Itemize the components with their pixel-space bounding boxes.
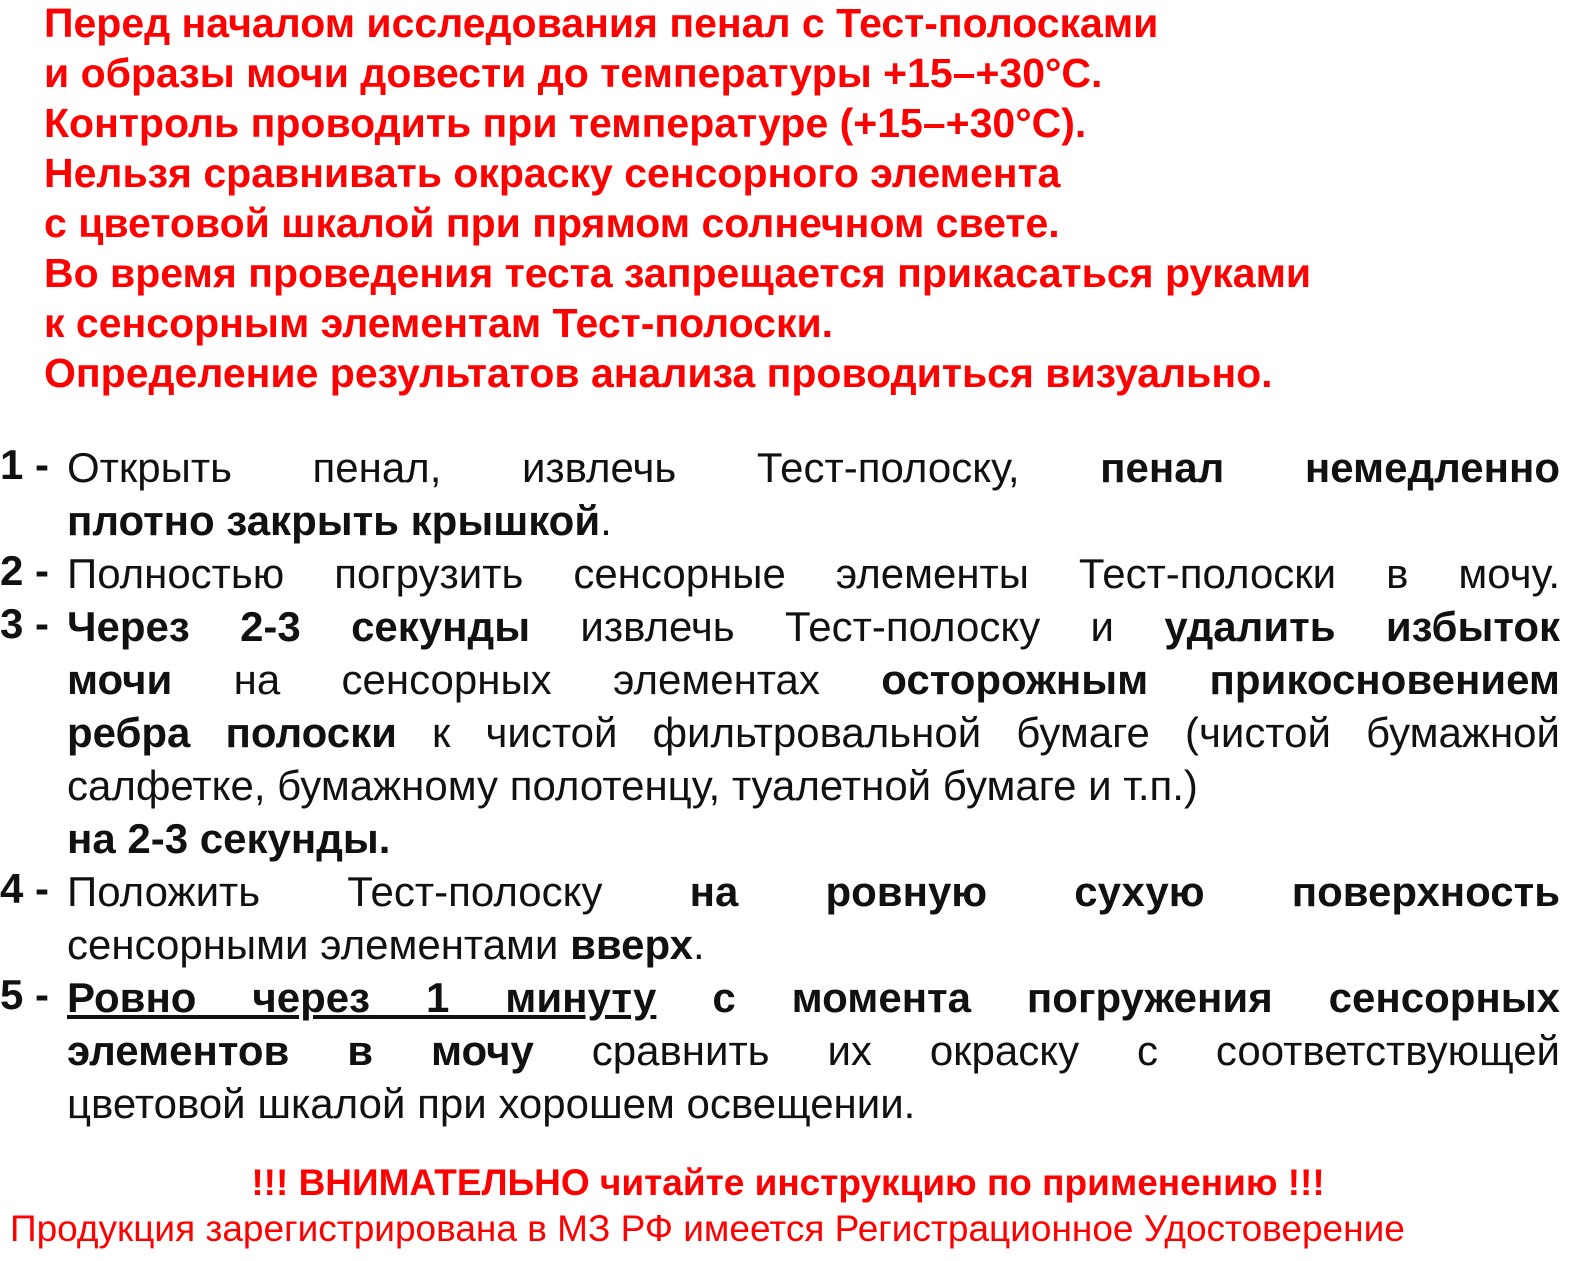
step-line — [67, 653, 1560, 706]
warning-line: и образы мочи довести до температуры +15–+30°С. — [44, 50, 1103, 96]
step-number: 5 - — [0, 971, 50, 1018]
step-text-bold: мочи — [67, 656, 173, 703]
step-text-bold: плотно закрыть крышкой — [67, 497, 601, 544]
step-text-bold: на 2-3 секунды. — [67, 815, 391, 862]
warning-block — [44, 0, 1311, 398]
step-text: салфетке, бумажному полотенцу, туалетной бумаге и т.п.) — [67, 762, 1198, 809]
step-text-bold: удалить избыток — [1164, 603, 1561, 650]
step-line — [67, 441, 1560, 494]
instruction-steps — [0, 441, 1560, 1130]
warning-line: с цветовой шкалой при прямом солнечном свете. — [44, 200, 1060, 246]
step-text-bold: осторожным прикосновением — [881, 656, 1561, 703]
step-text-bold: Через 2-3 секунды — [67, 603, 531, 650]
step-3 — [0, 600, 1560, 865]
step-text-bold: на ровную сухую поверхность — [689, 868, 1561, 915]
warning-line: Определение результатов анализа проводиться визуально. — [44, 350, 1273, 396]
step-text: на сенсорных элементах — [233, 656, 820, 703]
attention-notice: !!! ВНИМАТЕЛЬНО читайте инструкцию по применению !!! — [251, 1162, 1325, 1203]
step-text: сравнить их окраску с соответствующей — [591, 1027, 1561, 1074]
step-line — [67, 865, 1560, 918]
step-text: Открыть пенал, извлечь Тест-полоску, — [67, 444, 1020, 491]
step-1 — [0, 441, 1560, 547]
step-line — [67, 812, 1560, 865]
step-text: . — [600, 497, 612, 544]
step-line — [67, 918, 1560, 971]
step-line — [67, 759, 1560, 812]
step-text: извлечь Тест-полоску и — [580, 603, 1115, 650]
step-text: сенсорными элементами — [67, 921, 559, 968]
step-text-bold: элементов в мочу — [67, 1027, 534, 1074]
registration-notice: Продукция зарегистрирована в МЗ РФ имеется Регистрационное Удостоверение — [10, 1208, 1405, 1249]
step-text: . — [692, 921, 705, 968]
warning-line: к сенсорным элементам Тест-полоски. — [44, 300, 834, 346]
step-text-bold: с момента погружения сенсорных — [712, 974, 1560, 1021]
step-text: к чистой фильтровальной бумаге (чистой бумажной — [432, 709, 1560, 756]
step-2 — [0, 547, 1560, 600]
step-text-bold: вверх — [570, 921, 693, 968]
step-line — [67, 494, 1560, 547]
step-text: Положить Тест-полоску — [67, 868, 603, 915]
step-text-bold: пенал немедленно — [1100, 444, 1560, 491]
step-text-bold-underlined: Ровно через 1 минуту — [67, 974, 657, 1021]
step-line — [67, 706, 1560, 759]
step-text-bold: ребра полоски — [67, 709, 397, 756]
step-line — [67, 1024, 1560, 1077]
step-number: 2 - — [0, 547, 50, 594]
step-text: цветовой шкалой при хорошем освещении. — [67, 1080, 916, 1127]
step-4 — [0, 865, 1560, 971]
step-line — [67, 1077, 1560, 1130]
warning-line: Во время проведения теста запрещается прикасаться руками — [44, 250, 1312, 296]
warning-line: Нельзя сравнивать окраску сенсорного элемента — [44, 150, 1061, 196]
step-5 — [0, 971, 1560, 1130]
step-number: 4 - — [0, 865, 50, 912]
warning-line: Контроль проводить при температуре (+15–+30°С). — [44, 100, 1087, 146]
step-number: 3 - — [0, 600, 50, 647]
step-line — [67, 971, 1560, 1024]
step-line: Полностью погрузить сенсорные элементы Тест-полоски в мочу. — [67, 550, 1560, 597]
warning-line: Перед началом исследования пенал с Тест-полосками — [44, 0, 1159, 46]
step-line — [67, 600, 1560, 653]
step-number: 1 - — [0, 441, 50, 488]
